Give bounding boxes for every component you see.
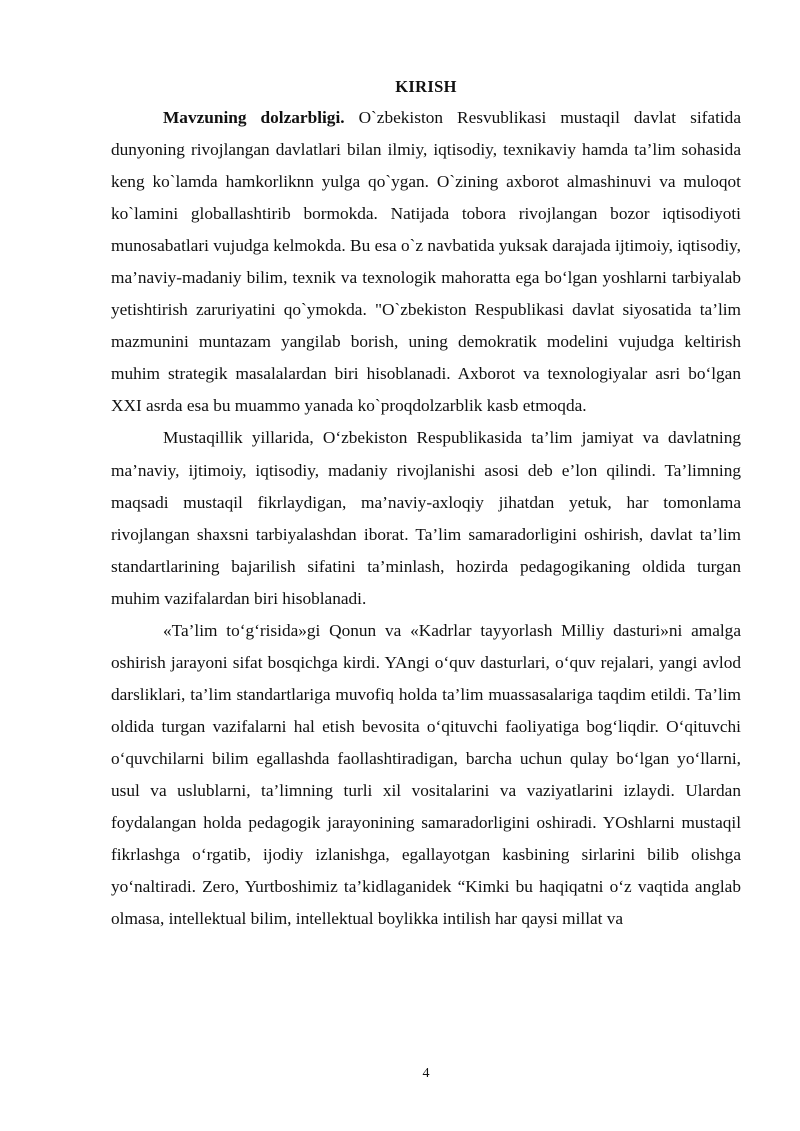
paragraph-relevance	[111, 102, 741, 422]
paragraph-independence	[111, 422, 741, 614]
paragraph-text: «Ta’lim to‘g‘risida»gi Qonun va «Kadrlar tayyorlash Milliy dasturi»ni amalga oshirish jarayoni sifat bosqichga kirdi. YAngi o‘quv dasturlari, o‘quv rejalari, yangi avlod darsliklari, ta’lim standartlariga muvofiq holda ta’lim muassasalariga taqdim etildi. Ta’lim oldida turgan vazifalarni hal etish bevosita o‘qituvchi faoliyatiga bog‘liqdir. O‘qituvchi o‘quvchilarni bilim egallashda faollashtiradigan, barcha uchun qulay bo‘lgan yo‘llarni, usul va uslublarni, ta’limning turli xil vositalarini va vaziyatlarini izlaydi. Ulardan foydalangan holda pedagogik jarayonining samaradorligini oshiradi. YOshlarni mustaqil fikrlashga o‘rgatib, ijodiy izlanishga, egallayotgan kasbining sirlarini bilib olishga yo‘naltiradi. Zero, Yurtboshimiz ta’kidlaganidek “Kimki bu haqiqatni o‘z vaqtida anglab olmasa, intellektual bilim, intellektual boylikka intilish har qaysi millat va	[111, 620, 741, 929]
page-number: 4	[422, 1066, 430, 1081]
section-heading: KIRISH	[395, 77, 457, 96]
paragraph-lead: Mavzuning dolzarbligi.	[163, 108, 345, 127]
body-text	[111, 102, 741, 935]
paragraph-text: Mustaqillik yillarida, O‘zbekiston Respublikasida ta’lim jamiyat va davlatning ma’naviy, ijtimoiy, iqtisodiy, madaniy rivojlanishi asosi deb e’lon qilindi. Ta’limning maqsadi mustaqil fikrlaydigan, ma’naviy-axloqiy jihatdan yetuk, har tomonlama rivojlangan shaxsni tarbiyalashdan iborat. Ta’lim samaradorligini oshirish, davlat ta’lim standartlarining bajarilish sifatini ta’minlash, hozirda pedagogikaning oldida turgan muhim vazifalardan biri hisoblanadi.	[111, 428, 741, 608]
paragraph-law	[111, 615, 741, 935]
paragraph-text: O`zbekiston Resvublikasi mustaqil davlat sifatida dunyoning rivojlangan davlatlari bilan ilmiy, iqtisodiy, texnikaviy hamda ta’lim sohasida keng ko`lamda hamkorliknn yulga qo`ygan. O`zining axborot almashinuvi va muloqot ko`lamini globallashtirib bormokda. Natijada tobora rivojlangan bozor iqtisodiyoti munosabatlari vujudga kelmokda. Bu esa o`z navbatida yuksak darajada ijtimoiy, iqtisodiy, ma’naviy-madaniy bilim, texnik va texnologik mahoratta ega bo‘lgan yoshlarni tarbiyalab yetishtirish zaruriyatini qo`ymokda. "O`zbekiston Respublikasi davlat siyosatida ta’lim mazmunini muntazam yangilab borish, uning demokratik modelini vujudga keltirish muhim strategik masalalardan biri hisoblanadi. Axborot va texnologiyalar asri bo‘lgan XXI asrda esa bu muammo yanada ko`proqdolzarblik kasb etmoqda.	[111, 108, 741, 416]
